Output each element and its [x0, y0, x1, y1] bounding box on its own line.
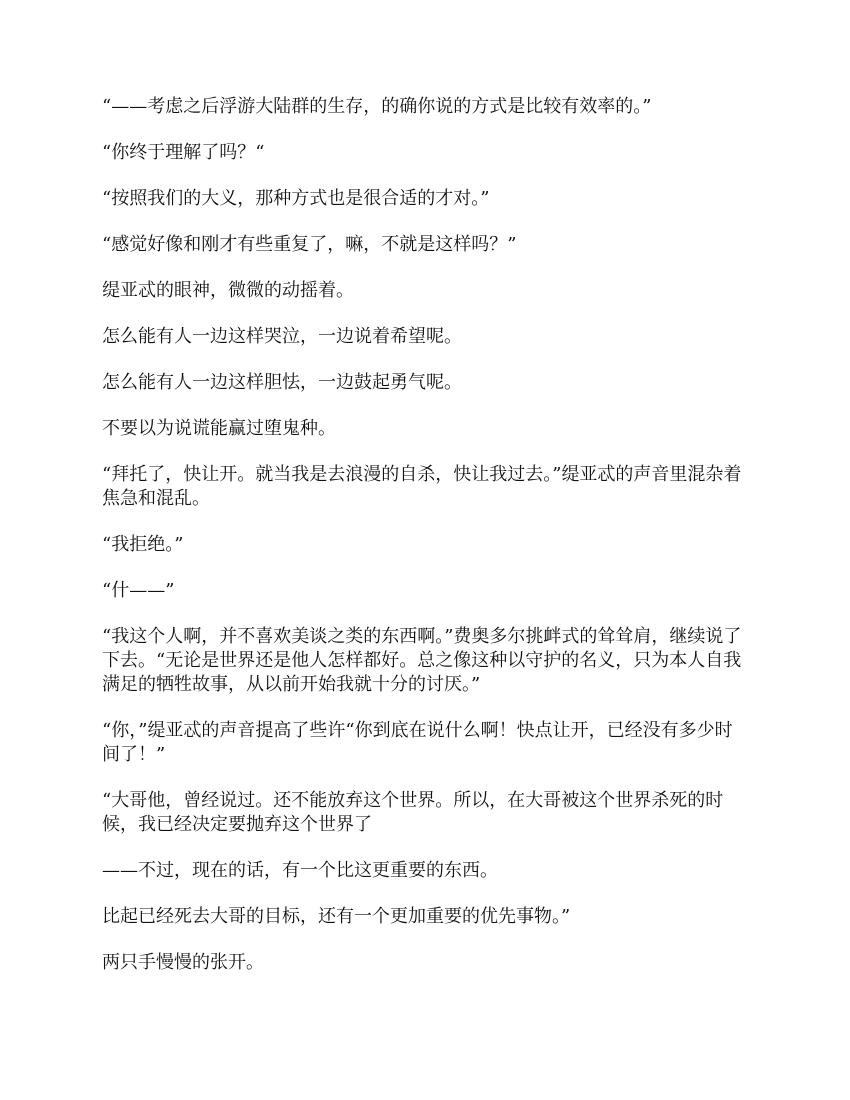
paragraph: 缇亚忒的眼神，微微的动摇着。 — [102, 280, 354, 301]
document-body — [102, 95, 750, 997]
paragraph: 怎么能有人一边这样哭泣，一边说着希望呢。 — [102, 326, 462, 347]
paragraph: “——考虑之后浮游大陆群的生存，的确你说的方式是比较有效率的。” — [102, 96, 652, 117]
paragraph: “你，”缇亚忒的声音提高了些许“你到底在说什么啊！快点让开，已经没有多少时间了！” — [102, 720, 733, 765]
paragraph: “大哥他，曾经说过。还不能放弃这个世界。所以，在大哥被这个世界杀死的时候，我已经决定要抛弃这个世界了 — [102, 790, 724, 835]
paragraph: “拜托了，快让开。就当我是去浪漫的自杀，快让我过去。”缇亚忒的声音里混杂着焦急和混乱。 — [102, 464, 742, 509]
paragraph: “按照我们的大义，那种方式也是很合适的才对。” — [102, 188, 490, 209]
paragraph: 两只手慢慢的张开。 — [102, 952, 264, 973]
paragraph: ——不过，现在的话，有一个比这更重要的东西。 — [102, 860, 498, 881]
paragraph: “什——” — [102, 580, 175, 601]
paragraph: “我这个人啊，并不喜欢美谈之类的东西啊。”费奥多尔挑衅式的耸耸肩，继续说了下去。“无论是世界还是他人怎样都好。总之像这种以守护的名义，只为本人自我满足的牺牲故事，从以前开始我就十分的讨厌。” — [102, 626, 742, 695]
paragraph: 不要以为说谎能赢过堕鬼种。 — [102, 418, 336, 439]
paragraph: 比起已经死去大哥的目标，还有一个更加重要的优先事物。” — [102, 906, 571, 927]
paragraph: “我拒绝。” — [102, 534, 184, 555]
paragraph: 怎么能有人一边这样胆怯，一边鼓起勇气呢。 — [102, 372, 462, 393]
paragraph: “感觉好像和刚才有些重复了，嘛，不就是这样吗？” — [102, 234, 517, 255]
paragraph: “你终于理解了吗？“ — [102, 142, 265, 163]
